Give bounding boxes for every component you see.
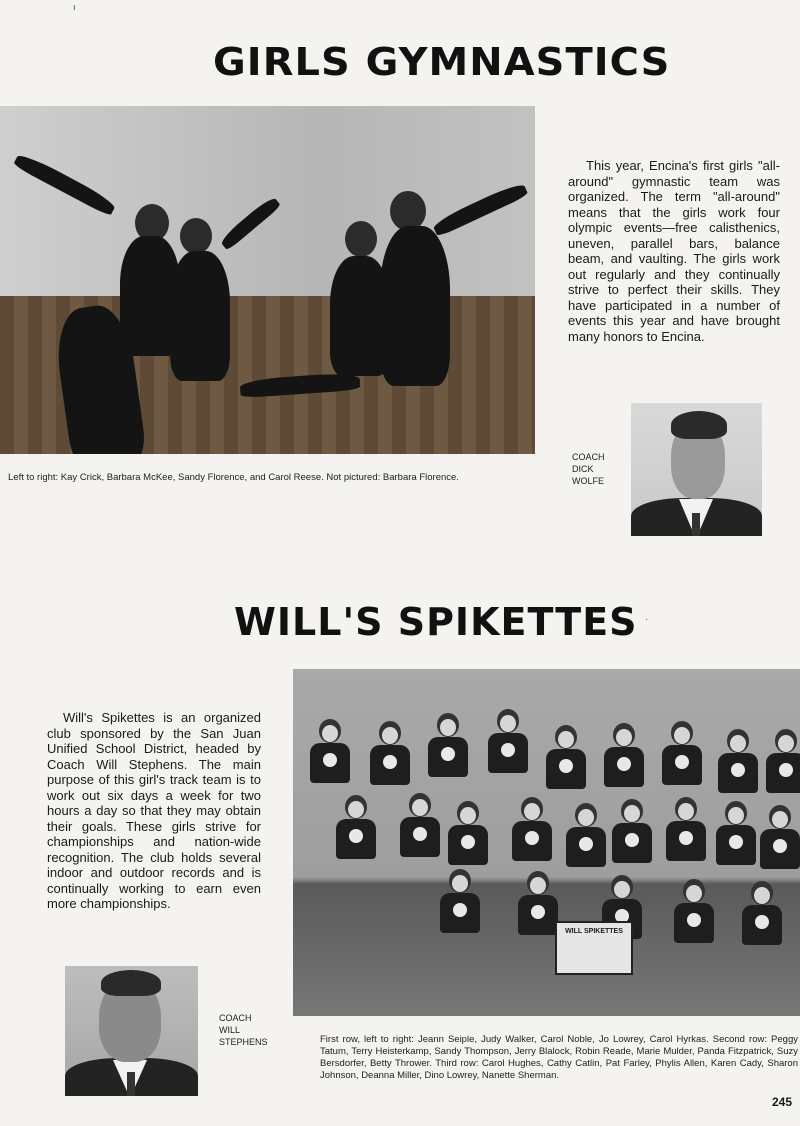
gymnastics-team-photo xyxy=(0,106,535,454)
coach-stephens-label xyxy=(219,1012,268,1048)
gymnastics-description: This year, Encina's first girls "all-around" gymnastic team was organized. The term "all-around" means that the girls work four olympic events—free calisthenics, uneven, parallel bars, balance beam, and vaulting. The girls work out regularly and they continually strive to perfect their skills. They have participated in a number of events this year and have brought many honors to Encina. xyxy=(568,158,780,344)
spikettes-heading: WILL'S SPIKETTES xyxy=(234,600,638,644)
stray-mark: · xyxy=(645,614,649,625)
page-mark: ı xyxy=(73,2,76,12)
coach-label-line: STEPHENS xyxy=(219,1037,268,1047)
team-sign: WILL SPIKETTES xyxy=(555,921,633,975)
coach-stephens-portrait xyxy=(65,966,198,1096)
spikettes-team-photo xyxy=(293,669,800,1016)
coach-label-line: WOLFE xyxy=(572,476,605,486)
coach-wolfe-portrait xyxy=(631,403,762,536)
coach-label-line: COACH xyxy=(572,452,605,462)
gymnastics-heading: GIRLS GYMNASTICS xyxy=(213,40,671,84)
spikettes-description: Will's Spikettes is an organized club sponsored by the San Juan Unified School District, headed by Coach Will Stephens. The main purpose of this girl's track team is to work out six days a week for two hours a day so that they may obtain their goals. These girls strive for championships and nation-wide recognition. The club holds several indoor and outdoor records and is continually working to earn even more championships. xyxy=(47,710,261,911)
page-number: 245 xyxy=(772,1095,793,1109)
coach-label-line: WILL xyxy=(219,1025,241,1035)
coach-label-line: DICK xyxy=(572,464,594,474)
coach-wolfe-label xyxy=(572,451,605,487)
gymnastics-photo-caption: Left to right: Kay Crick, Barbara McKee, Sandy Florence, and Carol Reese. Not pictured: Barbara Florence. xyxy=(8,472,459,483)
coach-label-line: COACH xyxy=(219,1013,252,1023)
spikettes-photo-caption: First row, left to right: Jeann Seiple, Judy Walker, Carol Noble, Jo Lowrey, Carol Hyrkas. Second row: Peggy Tatum, Terry Heisterkamp, Sandy Thompson, Jerry Blalock, Robin Reade, Marie Mulder, Panda Fitzpatrick, Suzy Bersdorfer, Betty Thrower. Third row: Carol Hughes, Cathy Catlin, Pat Farley, Phylis Allen, Karen Cady, Sharon Johnson, Deanna Miller, Dino Lowrey, Nanette Sherman. xyxy=(320,1034,798,1081)
